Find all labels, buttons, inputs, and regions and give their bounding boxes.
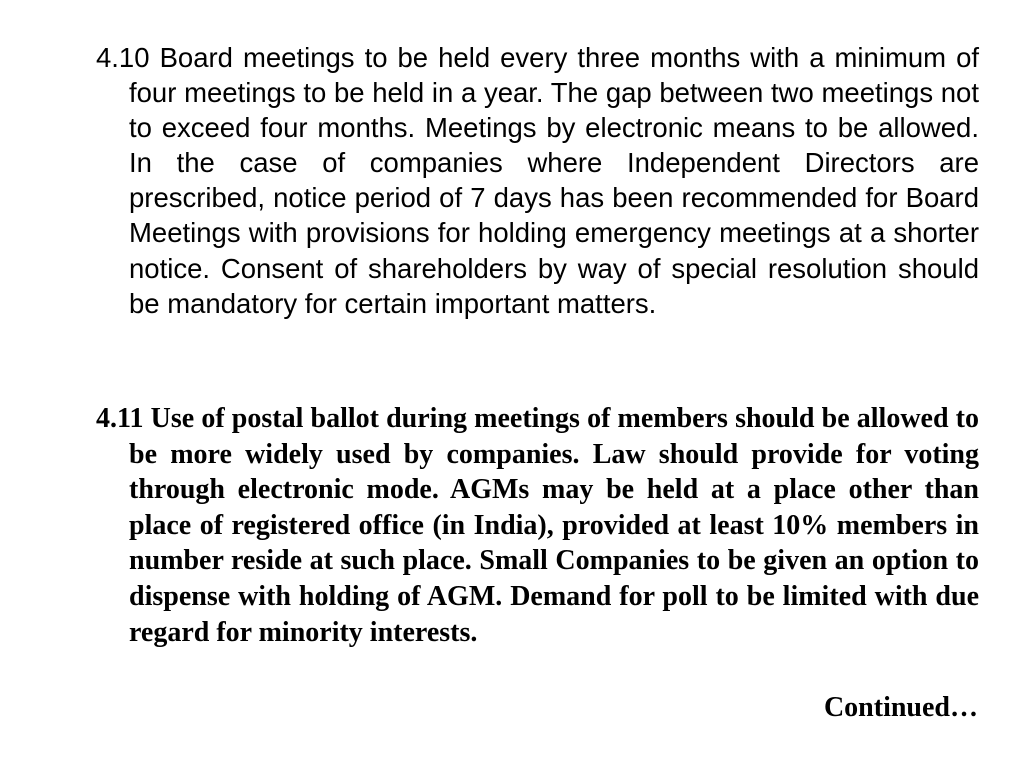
paragraph-text: Board meetings to be held every three months with a minimum of four meetings to be held in a year. The gap between two meetings not to exceed four months. Meetings by electronic means to be allowed. In the case of companies where Independent Directors are prescribed, notice period of 7 days has been recommended for Board Meetings with provisions for holding emergency meetings at a shorter notice. Consent of shareholders by way of special resolution should be mandatory for certain important matters. (129, 42, 979, 319)
paragraph-number: 4.11 (96, 403, 144, 434)
paragraph-4-10 (96, 40, 979, 321)
continued-label: Continued… (823, 692, 978, 723)
paragraph-text: Use of postal ballot during meetings of members should be allowed to be more widely used by companies. Law should provide for voting through electronic mode. AGMs may be held at a place other than place of registered office (in India), provided at least 10% members in number reside at such place. Small Companies to be given an option to dispense with holding of AGM. Demand for poll to be limited with due regard for minority interests. (129, 403, 980, 648)
paragraph-4-11 (96, 401, 979, 650)
paragraph-number: 4.10 (96, 42, 150, 73)
